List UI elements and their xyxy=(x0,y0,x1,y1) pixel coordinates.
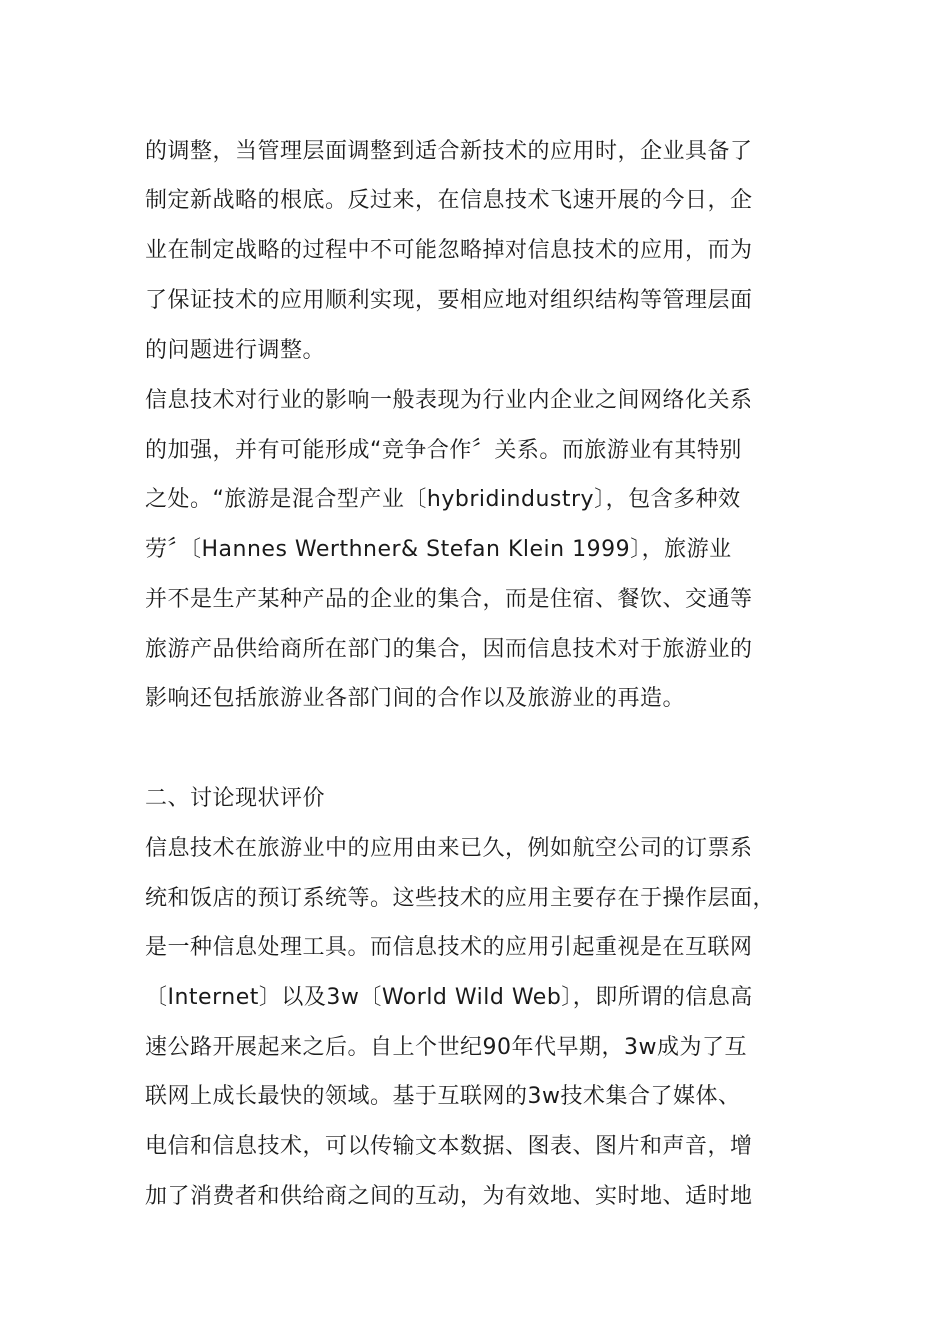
text-line: 的加强，并有可能形成“竞争合作〞关系。而旅游业有其特别 xyxy=(145,438,742,463)
text-line: 是一种信息处理工具。而信息技术的应用引起重视是在互联网 xyxy=(145,935,753,960)
text-line: 电信和信息技术，可以传输文本数据、图表、图片和声音，增 xyxy=(145,1134,753,1159)
text-line: 劳〞〔Hannes Werthner& Stefan Klein 1999〕，旅游业 xyxy=(145,537,732,562)
text-line: 速公路开展起来之后。自上个世纪90年代早期，3w成为了互 xyxy=(145,1035,747,1060)
text-line: 并不是生产某种产品的企业的集合，而是住宿、餐饮、交通等 xyxy=(145,587,753,612)
text-line: 联网上成长最快的领域。基于互联网的3w技术集合了媒体、 xyxy=(145,1084,741,1109)
text-line: 统和饭店的预订系统等。这些技术的应用主要存在于操作层面， xyxy=(145,886,776,911)
text-line: 之处。“旅游是混合型产业〔hybridindustry〕，包含多种效 xyxy=(145,487,741,512)
text-line: 信息技术在旅游业中的应用由来已久，例如航空公司的订票系 xyxy=(145,836,753,861)
text-line: 了保证技术的应用顺利实现，要相应地对组织结构等管理层面 xyxy=(145,288,753,313)
text-line: 影响还包括旅游业各部门间的合作以及旅游业的再造。 xyxy=(145,686,686,711)
text-line: 的调整，当管理层面调整到适合新技术的应用时，企业具备了 xyxy=(145,139,753,164)
text-line: 业在制定战略的过程中不可能忽略掉对信息技术的应用，而为 xyxy=(145,238,753,263)
text-line: 旅游产品供给商所在部门的集合，因而信息技术对于旅游业的 xyxy=(145,637,753,662)
text-line: 的问题进行调整。 xyxy=(145,338,326,363)
text-line: 制定新战略的根底。反过来，在信息技术飞速开展的今日，企 xyxy=(145,188,753,213)
text-line: 〔Internet〕以及3w〔World Wild Web〕，即所谓的信息高 xyxy=(145,985,753,1010)
text-line: 信息技术对行业的影响一般表现为行业内企业之间网络化关系 xyxy=(145,388,753,413)
text-line: 加了消费者和供给商之间的互动，为有效地、实时地、适时地 xyxy=(145,1184,753,1209)
section-heading: 二、讨论现状评价 xyxy=(145,786,326,811)
